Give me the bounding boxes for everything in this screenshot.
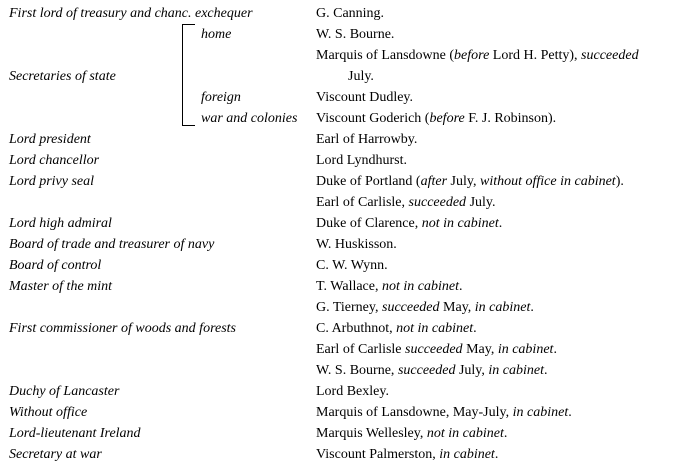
holder-note-italic: before [454, 48, 490, 63]
holder-note-italic: succeeded [581, 48, 639, 63]
holder-text: C. Arbuthnot, [316, 321, 397, 336]
holder-note-italic: succeeded [382, 300, 440, 315]
office-holder [316, 45, 639, 66]
office-holder [316, 360, 548, 381]
office-holder [316, 108, 556, 129]
office-name: First lord of treasury and chanc. exchequer [9, 6, 253, 21]
holder-text: Duke of Clarence, [316, 216, 422, 231]
office-name: Without office [9, 405, 88, 420]
holder-note-italic: not in cabinet [421, 216, 499, 231]
holder-text: Lord Lyndhurst. [316, 153, 407, 168]
holder-text: . [498, 216, 503, 231]
holder-text: . [494, 447, 499, 462]
office-name: Lord chancellor [9, 153, 100, 168]
holder-text: G. Tierney, [316, 300, 382, 315]
office-holder [316, 423, 507, 444]
holder-note-italic: succeeded [405, 342, 463, 357]
office-name: Lord-lieutenant Ireland [9, 426, 141, 441]
office-name: Lord president [9, 132, 91, 147]
holder-text: C. W. Wynn. [316, 258, 388, 273]
holder-note-italic: in cabinet [488, 363, 545, 378]
holder-note-italic: in cabinet [497, 342, 554, 357]
holder-text: W. S. Bourne. [316, 27, 395, 42]
holder-note-italic: not in cabinet [396, 321, 474, 336]
holder-text: . [568, 405, 572, 420]
holder-text: . [473, 321, 477, 336]
office-holder [316, 171, 624, 192]
holder-text: Marquis Wellesley, [316, 426, 427, 441]
holder-text: Duke of Portland ( [316, 174, 421, 189]
office-holder [316, 444, 498, 465]
holder-text: May, [462, 342, 498, 357]
office-holder [316, 24, 394, 45]
holder-text: Marquis of Lansdowne, May-July, [316, 405, 513, 420]
holder-text: F. J. Robinson). [464, 111, 557, 126]
holder-text: W. S. Bourne, [316, 363, 398, 378]
office-name: Duchy of Lancaster [9, 384, 120, 399]
holder-note-italic: not in cabinet [426, 426, 504, 441]
holder-text: . [530, 300, 534, 315]
office-holder [316, 129, 417, 150]
holder-note-italic: in cabinet [474, 300, 531, 315]
holder-text: Earl of Harrowby. [316, 132, 418, 147]
holder-text: Lord H. Petty), [489, 48, 582, 63]
office-name: Board of trade and treasurer of navy [9, 237, 215, 252]
holder-text: G. Canning. [316, 6, 385, 21]
office-name: Secretaries of state [9, 69, 116, 84]
office-holder [316, 87, 413, 108]
holder-text: Marquis of Lansdowne ( [316, 48, 455, 63]
secretary-department: home [201, 27, 232, 42]
office-holder [316, 213, 502, 234]
secretary-department: war and colonies [201, 111, 298, 126]
holder-note-italic: in cabinet [512, 405, 569, 420]
office-name: Master of the mint [9, 279, 113, 294]
office-name: First commissioner of woods and forests [9, 321, 236, 336]
holder-text: Earl of Carlisle, [316, 195, 409, 210]
office-holder [348, 66, 374, 87]
holder-note-italic: before [429, 111, 465, 126]
office-name: Board of control [9, 258, 102, 273]
office-name: Secretary at war [9, 447, 102, 462]
holder-text: T. Wallace, [316, 279, 382, 294]
holder-text: . [503, 426, 508, 441]
holder-text: W. Huskisson. [316, 237, 397, 252]
office-name: Lord high admiral [9, 216, 112, 231]
holder-note-italic: in cabinet [439, 447, 495, 462]
holder-note-italic: without office in cabinet [479, 174, 616, 189]
office-holder [316, 297, 534, 318]
office-holder [316, 318, 477, 339]
office-holder [316, 255, 388, 276]
holder-note-italic: after [420, 174, 448, 189]
holder-text: Viscount Palmerston, [316, 447, 440, 462]
secretaries-bracket [182, 24, 195, 126]
holder-text: Viscount Goderich ( [316, 111, 430, 126]
holder-text: Lord Bexley. [316, 384, 389, 399]
holder-note-italic: succeeded [397, 363, 456, 378]
office-holder [316, 339, 557, 360]
office-holder [316, 234, 397, 255]
holder-text: . [459, 279, 463, 294]
office-holder [316, 3, 384, 24]
office-holder [316, 381, 389, 402]
holder-note-italic: not in cabinet [382, 279, 459, 294]
office-holder [316, 192, 496, 213]
holder-text: . [544, 363, 548, 378]
holder-text: . [553, 342, 557, 357]
holder-text: July, [455, 363, 489, 378]
holder-text: July, [447, 174, 480, 189]
office-holder [316, 276, 463, 297]
holder-text: Earl of Carlisle [316, 342, 406, 357]
office-name: Lord privy seal [9, 174, 95, 189]
office-holder [316, 402, 572, 423]
holder-text: Viscount Dudley. [316, 90, 414, 105]
holder-note-italic: succeeded [408, 195, 467, 210]
office-holder [316, 150, 407, 171]
holder-text: May, [439, 300, 475, 315]
secretary-department: foreign [201, 90, 241, 105]
holder-text: July. [466, 195, 496, 210]
holder-text: July. [348, 69, 374, 84]
holder-text: ). [615, 174, 624, 189]
